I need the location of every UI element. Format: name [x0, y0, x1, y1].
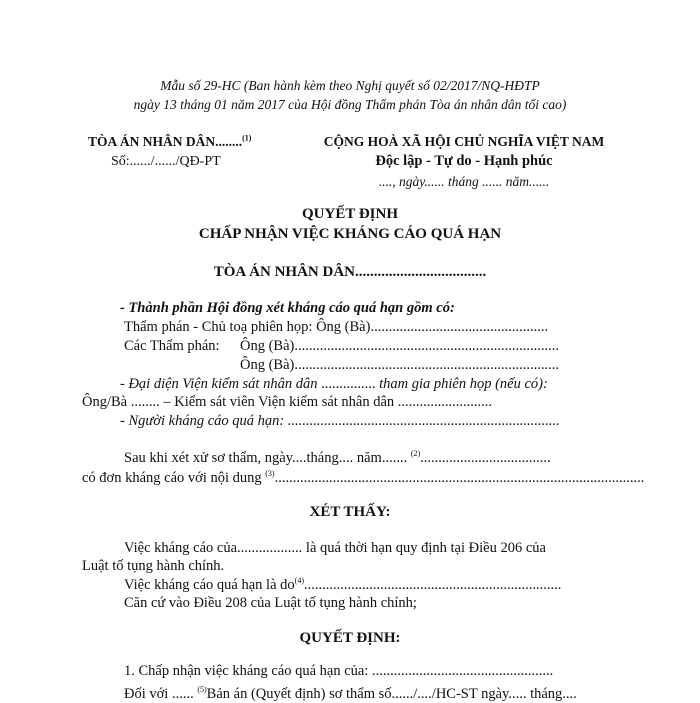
prosecutor-line: Ông/Bà ........ – Kiểm sát viên Viện kiểm sát nhân dân ..........................: [82, 394, 493, 410]
review-line-2-dots: ......................................................................................................: [274, 470, 645, 486]
form-note-line1: Mẫu số 29-HC (Ban hành kèm theo Nghị quyết số 02/2017/NQ-HĐTP: [160, 78, 540, 93]
procuracy-dots: ...............: [317, 376, 380, 392]
nation-title: CỘNG HOÀ XÃ HỘI CHỦ NGHĨA VIỆT NAM: [323, 134, 605, 149]
decision-heading: QUYẾT ĐỊNH:: [299, 630, 401, 646]
council-heading: - Thành phần Hội đồng xét kháng cáo quá hạn gồm có:: [120, 300, 455, 316]
review-line-2-text: có đơn kháng cáo với nội dung: [82, 470, 262, 486]
footnote-5-marker: (5): [197, 685, 207, 695]
legal-basis-line: Căn cứ vào Điều 208 của Luật tố tụng hành chính;: [124, 595, 417, 611]
findings-heading: XÉT THẤY:: [309, 504, 391, 520]
review-line-1: [124, 450, 551, 467]
issuing-court: TÒA ÁN NHÂN DÂN...................................: [213, 264, 487, 280]
decision-number: Số:....../....../QĐ-PT: [111, 154, 221, 169]
national-motto: Độc lập - Tự do - Hạnh phúc: [375, 153, 553, 169]
procuracy-line: [120, 376, 548, 393]
court-header: [88, 134, 251, 150]
review-line-2: [82, 470, 644, 487]
decision-item-2-text: Đối với ......: [124, 686, 194, 702]
footnote-4-marker: (4): [294, 576, 304, 586]
decision-title: QUYẾT ĐỊNH: [302, 206, 398, 222]
decision-item-2-dots: Bản án (Quyết định) sơ thẩm số....../..../HC-ST ngày..... tháng....: [206, 686, 577, 702]
decision-item-1: 1. Chấp nhận việc kháng cáo quá hạn của: ..................................................: [124, 663, 554, 679]
review-line-1-text: Sau khi xét xử sơ thẩm, ngày....tháng.... năm.......: [124, 450, 408, 466]
judge-line-2: Ông (Bà).........................................................................: [240, 357, 559, 373]
procuracy-suffix: tham gia phiên họp (nếu có):: [379, 376, 548, 392]
decision-subtitle: CHẤP NHẬN VIỆC KHÁNG CÁO QUÁ HẠN: [198, 226, 502, 242]
findings-paragraph-2: [124, 577, 561, 594]
appellant-line: - Người kháng cáo quá hạn: ...........................................................................: [120, 413, 560, 429]
decision-item-2: [124, 686, 577, 703]
court-header-name: TÒA ÁN NHÂN DÂN........: [88, 134, 243, 149]
findings-paragraph-1: Việc kháng cáo của.................. là quá thời hạn quy định tại Điều 206 của: [124, 540, 546, 556]
presiding-judge-line: Thẩm phán - Chủ toạ phiên họp: Ông (Bà).................................................: [124, 319, 549, 335]
footnote-3-marker: (3): [265, 469, 275, 479]
judges-label: Các Thẩm phán:: [124, 338, 220, 354]
footnote-2-marker: (2): [410, 449, 421, 459]
review-line-1-dots: ....................................: [420, 450, 551, 466]
judge-line-1: Ông (Bà).........................................................................: [240, 338, 559, 354]
findings-paragraph-1-cont: Luật tố tụng hành chính.: [82, 558, 225, 574]
place-date-line: ...., ngày...... tháng ...... năm......: [378, 174, 550, 189]
procuracy-prefix: - Đại diện Viện kiểm sát nhân dân: [120, 376, 318, 392]
findings-paragraph-2-dots: .......................................................................: [303, 577, 562, 593]
form-note-line2: ngày 13 tháng 01 năm 2017 của Hội đồng Thẩm phán Tòa án nhân dân tối cao): [133, 97, 567, 112]
findings-paragraph-2-text: Việc kháng cáo quá hạn là do: [124, 577, 295, 593]
footnote-1-marker: (1): [242, 133, 252, 143]
